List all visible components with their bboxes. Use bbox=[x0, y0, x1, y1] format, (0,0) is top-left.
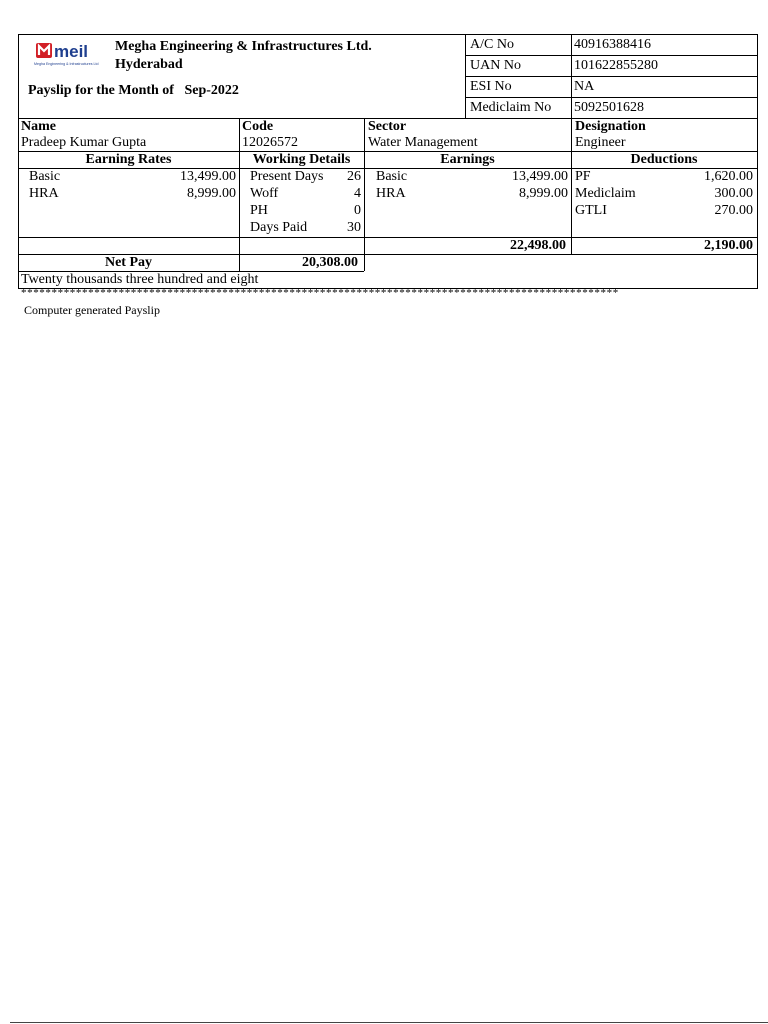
ph-label: PH bbox=[250, 203, 268, 218]
present-days-value: 26 bbox=[347, 169, 361, 184]
deduction-gtli-label: GTLI bbox=[575, 203, 607, 218]
page-bottom-rule bbox=[10, 1022, 768, 1023]
total-earnings: 22,498.00 bbox=[510, 238, 566, 253]
rate-hra-label: HRA bbox=[29, 186, 59, 201]
employee-name: Pradeep Kumar Gupta bbox=[21, 135, 147, 150]
earning-hra-label: HRA bbox=[376, 186, 406, 201]
earning-rates-header: Earning Rates bbox=[85, 152, 172, 167]
svg-text:Megha Engineering & Infrastruc: Megha Engineering & Infrastructures Ltd bbox=[34, 62, 99, 66]
employee-code: 12026572 bbox=[242, 135, 298, 150]
earning-basic-amount: 13,499.00 bbox=[512, 169, 568, 184]
employee-designation: Engineer bbox=[575, 135, 626, 150]
company-name: Megha Engineering & Infrastructures Ltd. bbox=[115, 39, 372, 54]
deduction-mediclaim-label: Mediclaim bbox=[575, 186, 636, 201]
net-pay-words: Twenty thousands three hundred and eight bbox=[21, 272, 259, 287]
present-days-label: Present Days bbox=[250, 169, 324, 184]
net-pay-amount: 20,308.00 bbox=[302, 255, 358, 270]
deduction-mediclaim-amount: 300.00 bbox=[714, 186, 753, 201]
sector-header: Sector bbox=[368, 119, 407, 134]
rate-basic-amount: 13,499.00 bbox=[180, 169, 236, 184]
deduction-gtli-amount: 270.00 bbox=[714, 203, 753, 218]
uan-no-label: UAN No bbox=[470, 58, 521, 73]
days-paid-value: 30 bbox=[347, 220, 361, 235]
name-header: Name bbox=[21, 119, 56, 134]
code-header: Code bbox=[242, 119, 274, 134]
mediclaim-no-label: Mediclaim No bbox=[470, 100, 552, 115]
star-separator: ************************************************************************************************** bbox=[21, 287, 619, 299]
ph-value: 0 bbox=[354, 203, 361, 218]
company-logo bbox=[34, 40, 106, 66]
deduction-pf-amount: 1,620.00 bbox=[704, 169, 753, 184]
rate-basic-label: Basic bbox=[29, 169, 61, 184]
esi-no-label: ESI No bbox=[470, 79, 512, 94]
deductions-header: Deductions bbox=[630, 152, 698, 167]
svg-text:meil: meil bbox=[54, 42, 89, 61]
earning-hra-amount: 8,999.00 bbox=[519, 186, 568, 201]
woff-value: 4 bbox=[354, 186, 361, 201]
deduction-pf-label: PF bbox=[575, 169, 591, 184]
total-deductions: 2,190.00 bbox=[704, 238, 753, 253]
working-details-header: Working Details bbox=[252, 152, 351, 167]
payslip-label: Payslip for the Month of bbox=[28, 83, 174, 98]
woff-label: Woff bbox=[250, 186, 279, 201]
company-city: Hyderabad bbox=[115, 57, 183, 72]
uan-no-value: 101622855280 bbox=[574, 58, 658, 73]
esi-no-value: NA bbox=[574, 79, 595, 94]
ac-no-value: 40916388416 bbox=[574, 37, 651, 52]
rate-hra-amount: 8,999.00 bbox=[187, 186, 236, 201]
payslip-title bbox=[28, 82, 239, 99]
meil-logo-icon bbox=[34, 40, 106, 66]
footer-note: Computer generated Payslip bbox=[24, 303, 160, 317]
designation-header: Designation bbox=[575, 119, 646, 134]
ac-no-label: A/C No bbox=[470, 37, 514, 52]
payslip-month: Sep-2022 bbox=[184, 83, 239, 98]
earning-basic-label: Basic bbox=[376, 169, 408, 184]
mediclaim-no-value: 5092501628 bbox=[574, 100, 644, 115]
net-pay-label: Net Pay bbox=[104, 255, 153, 270]
earnings-header: Earnings bbox=[440, 152, 495, 167]
days-paid-label: Days Paid bbox=[250, 220, 308, 235]
employee-sector: Water Management bbox=[368, 135, 478, 150]
